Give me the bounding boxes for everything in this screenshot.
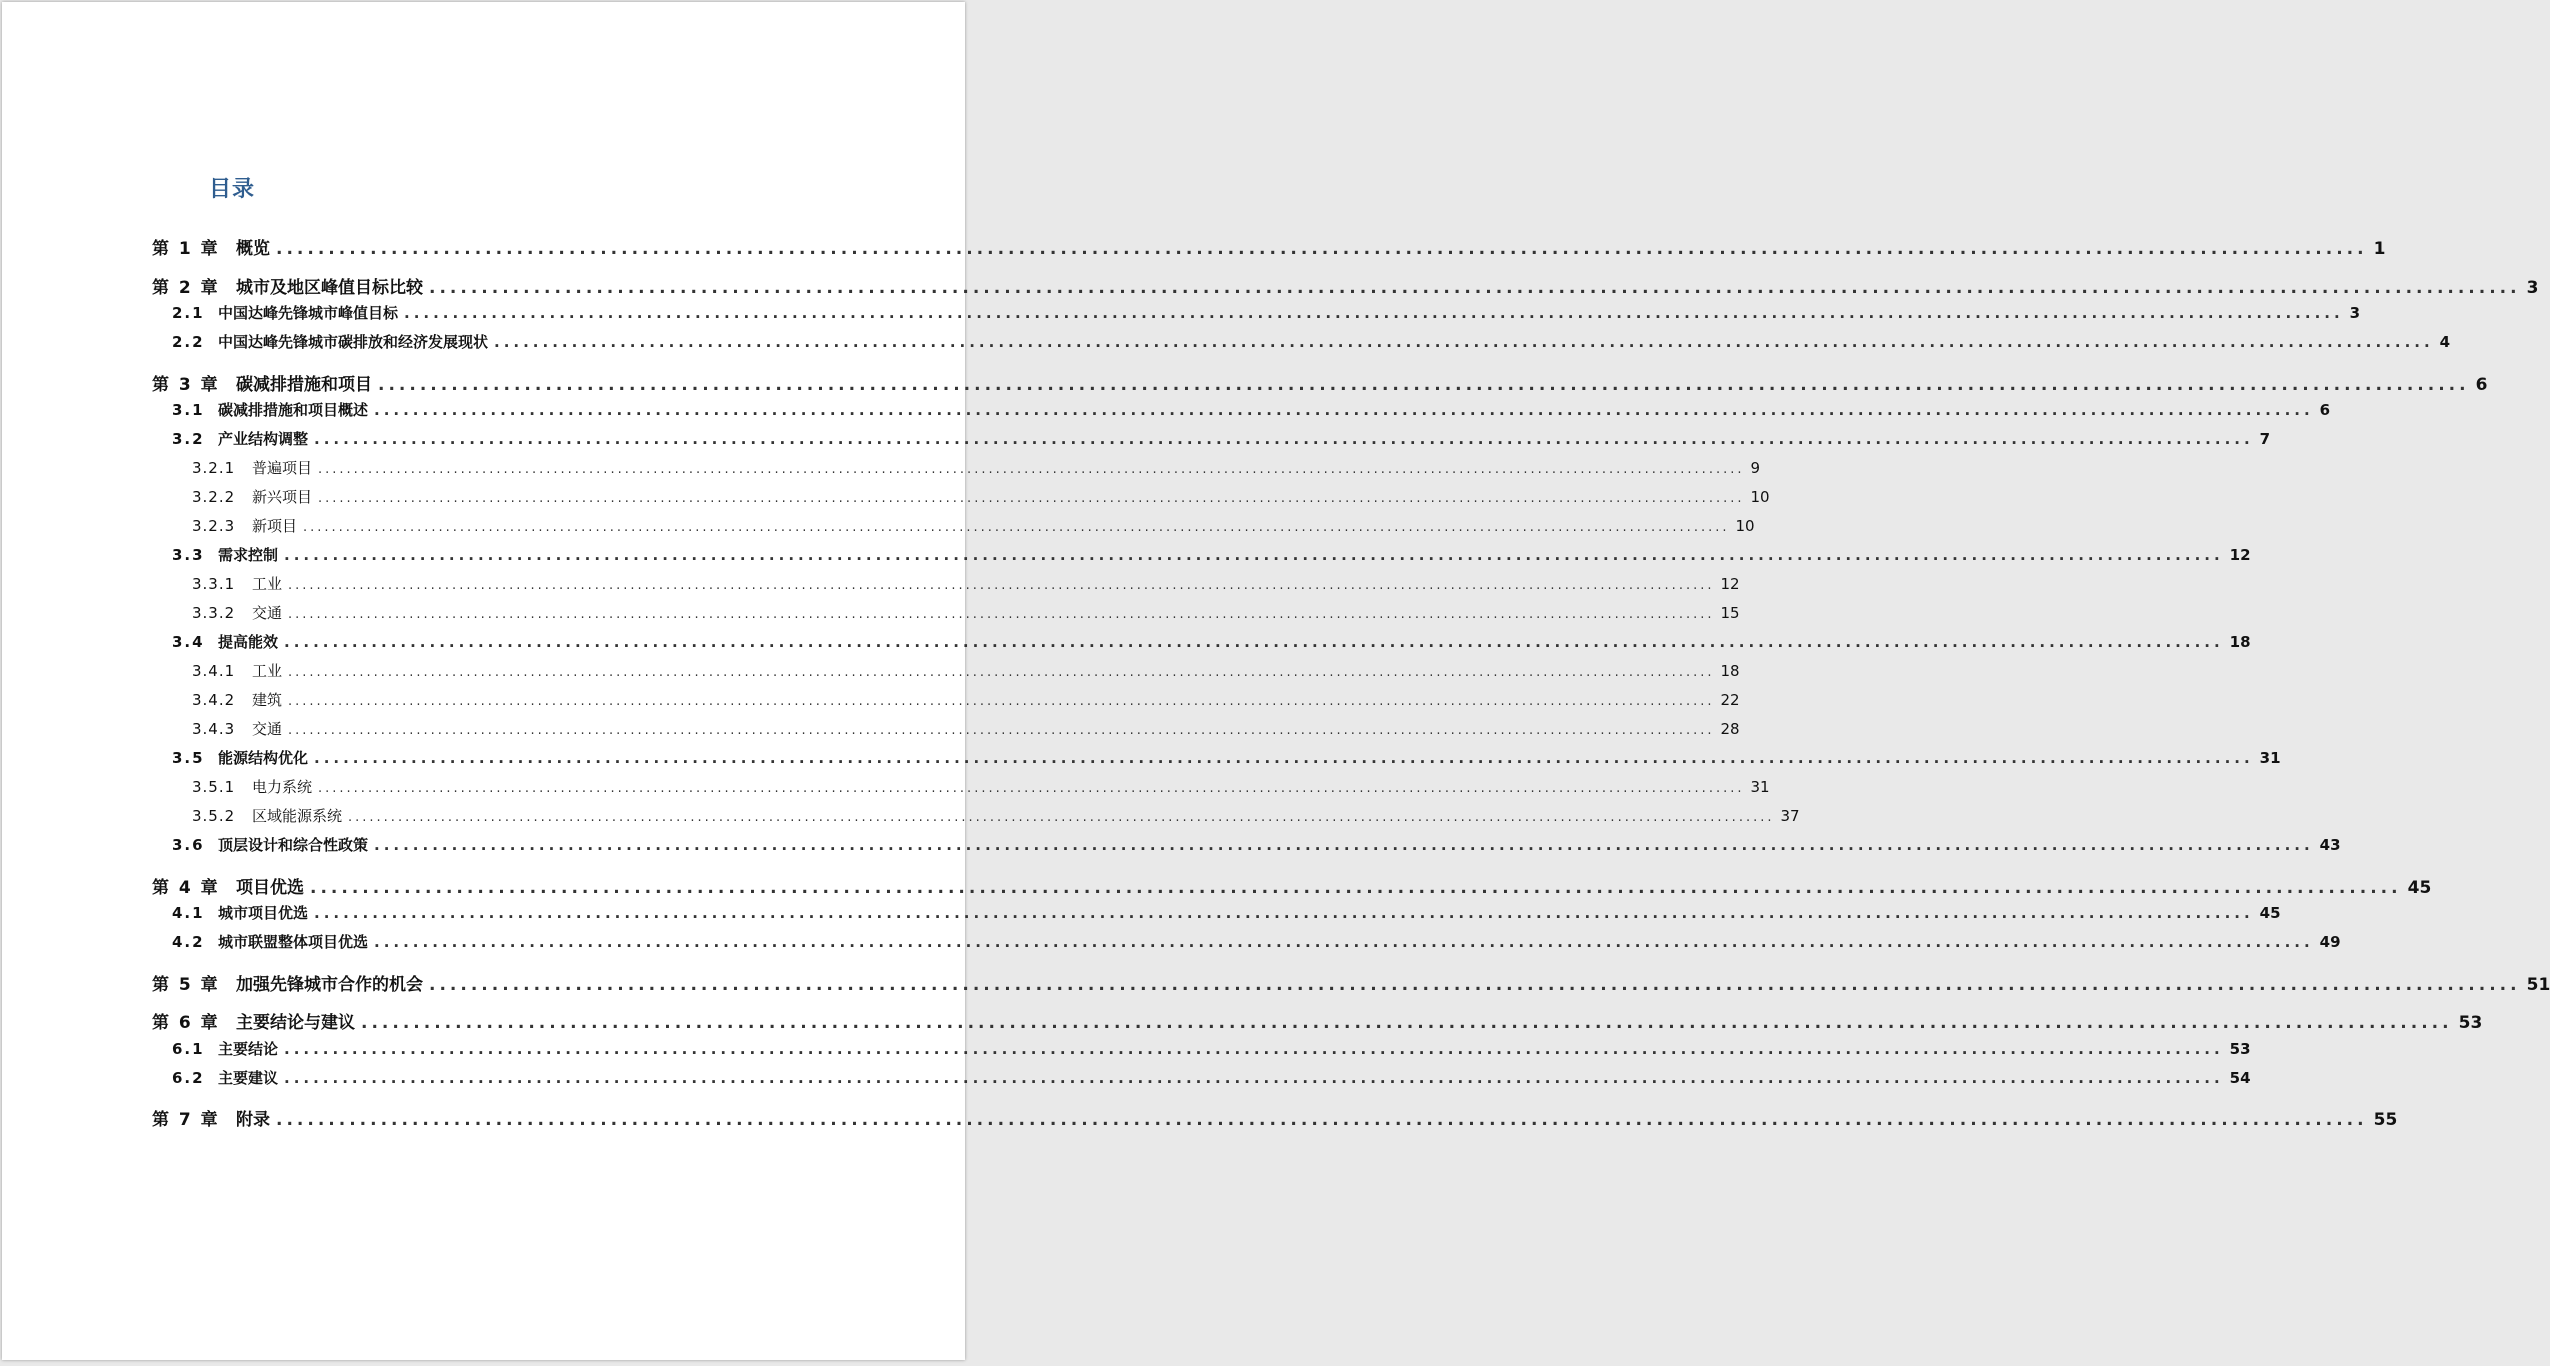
toc-entry-page-number: 49	[2319, 933, 2341, 951]
toc-dot-leader: ........................................................................................................................................................................................................	[314, 904, 2254, 922]
toc-dot-leader: ........................................................................................................................................................................................................	[318, 781, 1745, 796]
toc-entry-label: 概览	[236, 239, 270, 259]
toc-entry-label: 碳减排措施和项目概述	[218, 401, 369, 419]
toc-entry-label: 产业结构调整	[218, 430, 309, 448]
toc-entry-label: 城市及地区峰值目标比较	[236, 278, 423, 298]
toc-entry[interactable]	[192, 515, 1755, 536]
toc-entry-page-number: 45	[2407, 878, 2432, 898]
toc-dot-leader: ........................................................................................................................................................................................................	[288, 694, 1715, 709]
toc-entry-label: 提高能效	[218, 633, 279, 651]
toc-entry-page-number: 1	[2373, 239, 2386, 259]
toc-entry-number: 第 1 章	[152, 239, 220, 259]
toc-entry-page-number: 51	[2526, 975, 2550, 995]
toc-entry[interactable]	[172, 544, 2251, 565]
toc-entry-page-number: 3	[2526, 278, 2539, 298]
toc-entry-label: 工业	[252, 575, 283, 593]
toc-dot-leader: ........................................................................................................................................................................................................	[303, 520, 1730, 535]
toc-entry-number: 3.5.1	[192, 778, 236, 796]
toc-entry-label: 中国达峰先锋城市峰值目标	[218, 304, 399, 322]
toc-dot-leader: ........................................................................................................................................................................................................	[288, 578, 1715, 593]
toc-entry[interactable]	[192, 573, 1740, 594]
toc-entry[interactable]	[192, 486, 1770, 507]
toc-entry[interactable]	[152, 1008, 2483, 1033]
toc-entry-page-number: 31	[1750, 778, 1770, 796]
toc-entry-page-number: 18	[1720, 662, 1740, 680]
toc-entry-number: 2.2	[172, 333, 205, 351]
toc-entry-number: 3.5.2	[192, 807, 236, 825]
toc-entry-page-number: 53	[2458, 1013, 2483, 1033]
toc-entry-number: 6.2	[172, 1069, 205, 1087]
toc-dot-leader: ........................................................................................................................................................................................................	[284, 1040, 2224, 1058]
toc-entry-number: 第 3 章	[152, 375, 220, 395]
toc-entry-number: 第 7 章	[152, 1110, 220, 1130]
toc-entry[interactable]	[152, 1105, 2398, 1130]
toc-entry-page-number: 18	[2229, 633, 2251, 651]
toc-title: 目录	[209, 177, 256, 202]
toc-entry-page-number: 28	[1720, 720, 1740, 738]
toc-entry-label: 主要结论与建议	[236, 1013, 355, 1033]
toc-dot-leader: ........................................................................................................................................................................................................	[374, 401, 2314, 419]
toc-dot-leader: ........................................................................................................................................................................................................	[314, 430, 2254, 448]
toc-entry-page-number: 7	[2259, 430, 2271, 448]
toc-entry-number: 第 4 章	[152, 878, 220, 898]
toc-entry-number: 3.1	[172, 401, 205, 419]
toc-entry-page-number: 10	[1750, 488, 1770, 506]
toc-entry[interactable]	[172, 1038, 2251, 1059]
toc-entry-page-number: 6	[2475, 375, 2488, 395]
toc-entry[interactable]	[172, 747, 2281, 768]
toc-entry-page-number: 10	[1735, 517, 1755, 535]
toc-entry-number: 3.3.2	[192, 604, 236, 622]
toc-entry[interactable]	[172, 331, 2451, 352]
toc-entry-label: 交通	[252, 720, 283, 738]
toc-dot-leader: ........................................................................................................................................................................................................	[318, 462, 1745, 477]
toc-entry-label: 新兴项目	[252, 488, 313, 506]
toc-entry[interactable]	[172, 931, 2341, 952]
toc-dot-leader: ........................................................................................................................................................................................................	[348, 810, 1775, 825]
toc-entry-label: 顶层设计和综合性政策	[218, 836, 369, 854]
toc-entry-number: 3.4	[172, 633, 205, 651]
toc-entry-page-number: 37	[1780, 807, 1800, 825]
toc-dot-leader: ........................................................................................................................................................................................................	[404, 304, 2344, 322]
toc-entry[interactable]	[172, 1067, 2251, 1088]
toc-entry[interactable]	[152, 273, 2539, 298]
toc-dot-leader: ........................................................................................................................................................................................................	[288, 723, 1715, 738]
toc-entry-number: 2.1	[172, 304, 205, 322]
toc-entry-number: 3.5	[172, 749, 205, 767]
toc-entry-page-number: 6	[2319, 401, 2331, 419]
toc-entry-number: 3.6	[172, 836, 205, 854]
toc-entry[interactable]	[192, 660, 1740, 681]
toc-entry-page-number: 15	[1720, 604, 1740, 622]
toc-dot-leader: ........................................................................................................................................................................................................	[374, 836, 2314, 854]
toc-entry[interactable]	[192, 805, 1800, 826]
toc-entry-number: 3.4.3	[192, 720, 236, 738]
toc-entry-label: 附录	[236, 1110, 270, 1130]
toc-entry-number: 3.3.1	[192, 575, 236, 593]
toc-dot-leader: ........................................................................................................................................................................................................	[284, 633, 2224, 651]
toc-entry[interactable]	[172, 428, 2271, 449]
toc-dot-leader: ........................................................................................................................................................................................................	[494, 333, 2434, 351]
toc-dot-leader: ........................................................................................................................................................................................................	[288, 665, 1715, 680]
toc-entry-number: 3.3	[172, 546, 205, 564]
toc-entry-label: 碳减排措施和项目	[236, 375, 372, 395]
toc-dot-leader: ........................................................................................................................................................................................................	[284, 1069, 2224, 1087]
toc-entry-number: 3.2.1	[192, 459, 236, 477]
toc-dot-leader: ........................................................................................................................................................................................................	[429, 975, 2521, 995]
toc-entry[interactable]	[152, 970, 2550, 995]
toc-entry[interactable]	[172, 631, 2251, 652]
toc-dot-leader: ........................................................................................................................................................................................................	[378, 375, 2470, 395]
toc-entry-page-number: 3	[2349, 304, 2361, 322]
toc-entry-page-number: 12	[2229, 546, 2251, 564]
toc-entry[interactable]	[192, 457, 1761, 478]
toc-entry-page-number: 43	[2319, 836, 2341, 854]
toc-entry-page-number: 12	[1720, 575, 1740, 593]
toc-dot-leader: ........................................................................................................................................................................................................	[276, 1110, 2368, 1130]
toc-entry-number: 第 2 章	[152, 278, 220, 298]
toc-entry-page-number: 53	[2229, 1040, 2251, 1058]
toc-entry-label: 电力系统	[252, 778, 313, 796]
toc-dot-leader: ........................................................................................................................................................................................................	[374, 933, 2314, 951]
toc-entry[interactable]	[172, 399, 2331, 420]
toc-entry-label: 普遍项目	[252, 459, 313, 477]
toc-entry-label: 项目优选	[236, 878, 304, 898]
toc-entry[interactable]	[192, 689, 1740, 710]
toc-entry-number: 4.2	[172, 933, 205, 951]
toc-entry-number: 第 5 章	[152, 975, 220, 995]
toc-entry[interactable]	[192, 776, 1770, 797]
toc-entry-page-number: 31	[2259, 749, 2281, 767]
toc-entry-number: 第 6 章	[152, 1013, 220, 1033]
toc-entry[interactable]	[152, 234, 2386, 259]
toc-entry-page-number: 54	[2229, 1069, 2251, 1087]
toc-entry-label: 城市联盟整体项目优选	[218, 933, 369, 951]
toc-entry-number: 3.2	[172, 430, 205, 448]
toc-entry-label: 区域能源系统	[252, 807, 343, 825]
toc-entry-number: 3.2.3	[192, 517, 236, 535]
toc-entry-label: 能源结构优化	[218, 749, 309, 767]
toc-entry-page-number: 45	[2259, 904, 2281, 922]
toc-entry[interactable]	[172, 834, 2341, 855]
toc-entry-label: 建筑	[252, 691, 283, 709]
toc-dot-leader: ........................................................................................................................................................................................................	[310, 878, 2402, 898]
toc-entry-label: 主要建议	[218, 1069, 279, 1087]
toc-entry[interactable]	[192, 718, 1740, 739]
toc-dot-leader: ........................................................................................................................................................................................................	[318, 491, 1745, 506]
toc-entry-number: 3.2.2	[192, 488, 236, 506]
toc-entry-page-number: 9	[1750, 459, 1761, 477]
toc-entry[interactable]	[192, 602, 1740, 623]
toc-entry-label: 交通	[252, 604, 283, 622]
toc-entry-page-number: 4	[2439, 333, 2451, 351]
toc-entry-label: 需求控制	[218, 546, 279, 564]
toc-dot-leader: ........................................................................................................................................................................................................	[429, 278, 2521, 298]
toc-entry-page-number: 22	[1720, 691, 1740, 709]
toc-entry-page-number: 55	[2373, 1110, 2398, 1130]
toc-entry-number: 3.4.2	[192, 691, 236, 709]
toc-entry-number: 3.4.1	[192, 662, 236, 680]
toc-entry-number: 6.1	[172, 1040, 205, 1058]
toc-entry-number: 4.1	[172, 904, 205, 922]
toc-entry[interactable]	[152, 370, 2488, 395]
toc-entry-label: 工业	[252, 662, 283, 680]
toc-entry-label: 城市项目优选	[218, 904, 309, 922]
toc-dot-leader: ........................................................................................................................................................................................................	[314, 749, 2254, 767]
toc-dot-leader: ........................................................................................................................................................................................................	[276, 239, 2368, 259]
toc-dot-leader: ........................................................................................................................................................................................................	[288, 607, 1715, 622]
toc-entry-label: 加强先锋城市合作的机会	[236, 975, 423, 995]
toc-entry-label: 中国达峰先锋城市碳排放和经济发展现状	[218, 333, 489, 351]
toc-dot-leader: ........................................................................................................................................................................................................	[284, 546, 2224, 564]
toc-entry[interactable]	[172, 302, 2361, 323]
toc-entry[interactable]	[152, 873, 2432, 898]
document-page	[2, 2, 2550, 1360]
toc-dot-leader: ........................................................................................................................................................................................................	[361, 1013, 2453, 1033]
toc-entry-label: 新项目	[252, 517, 298, 535]
toc-entry-label: 主要结论	[218, 1040, 279, 1058]
toc-entry[interactable]	[172, 902, 2281, 923]
